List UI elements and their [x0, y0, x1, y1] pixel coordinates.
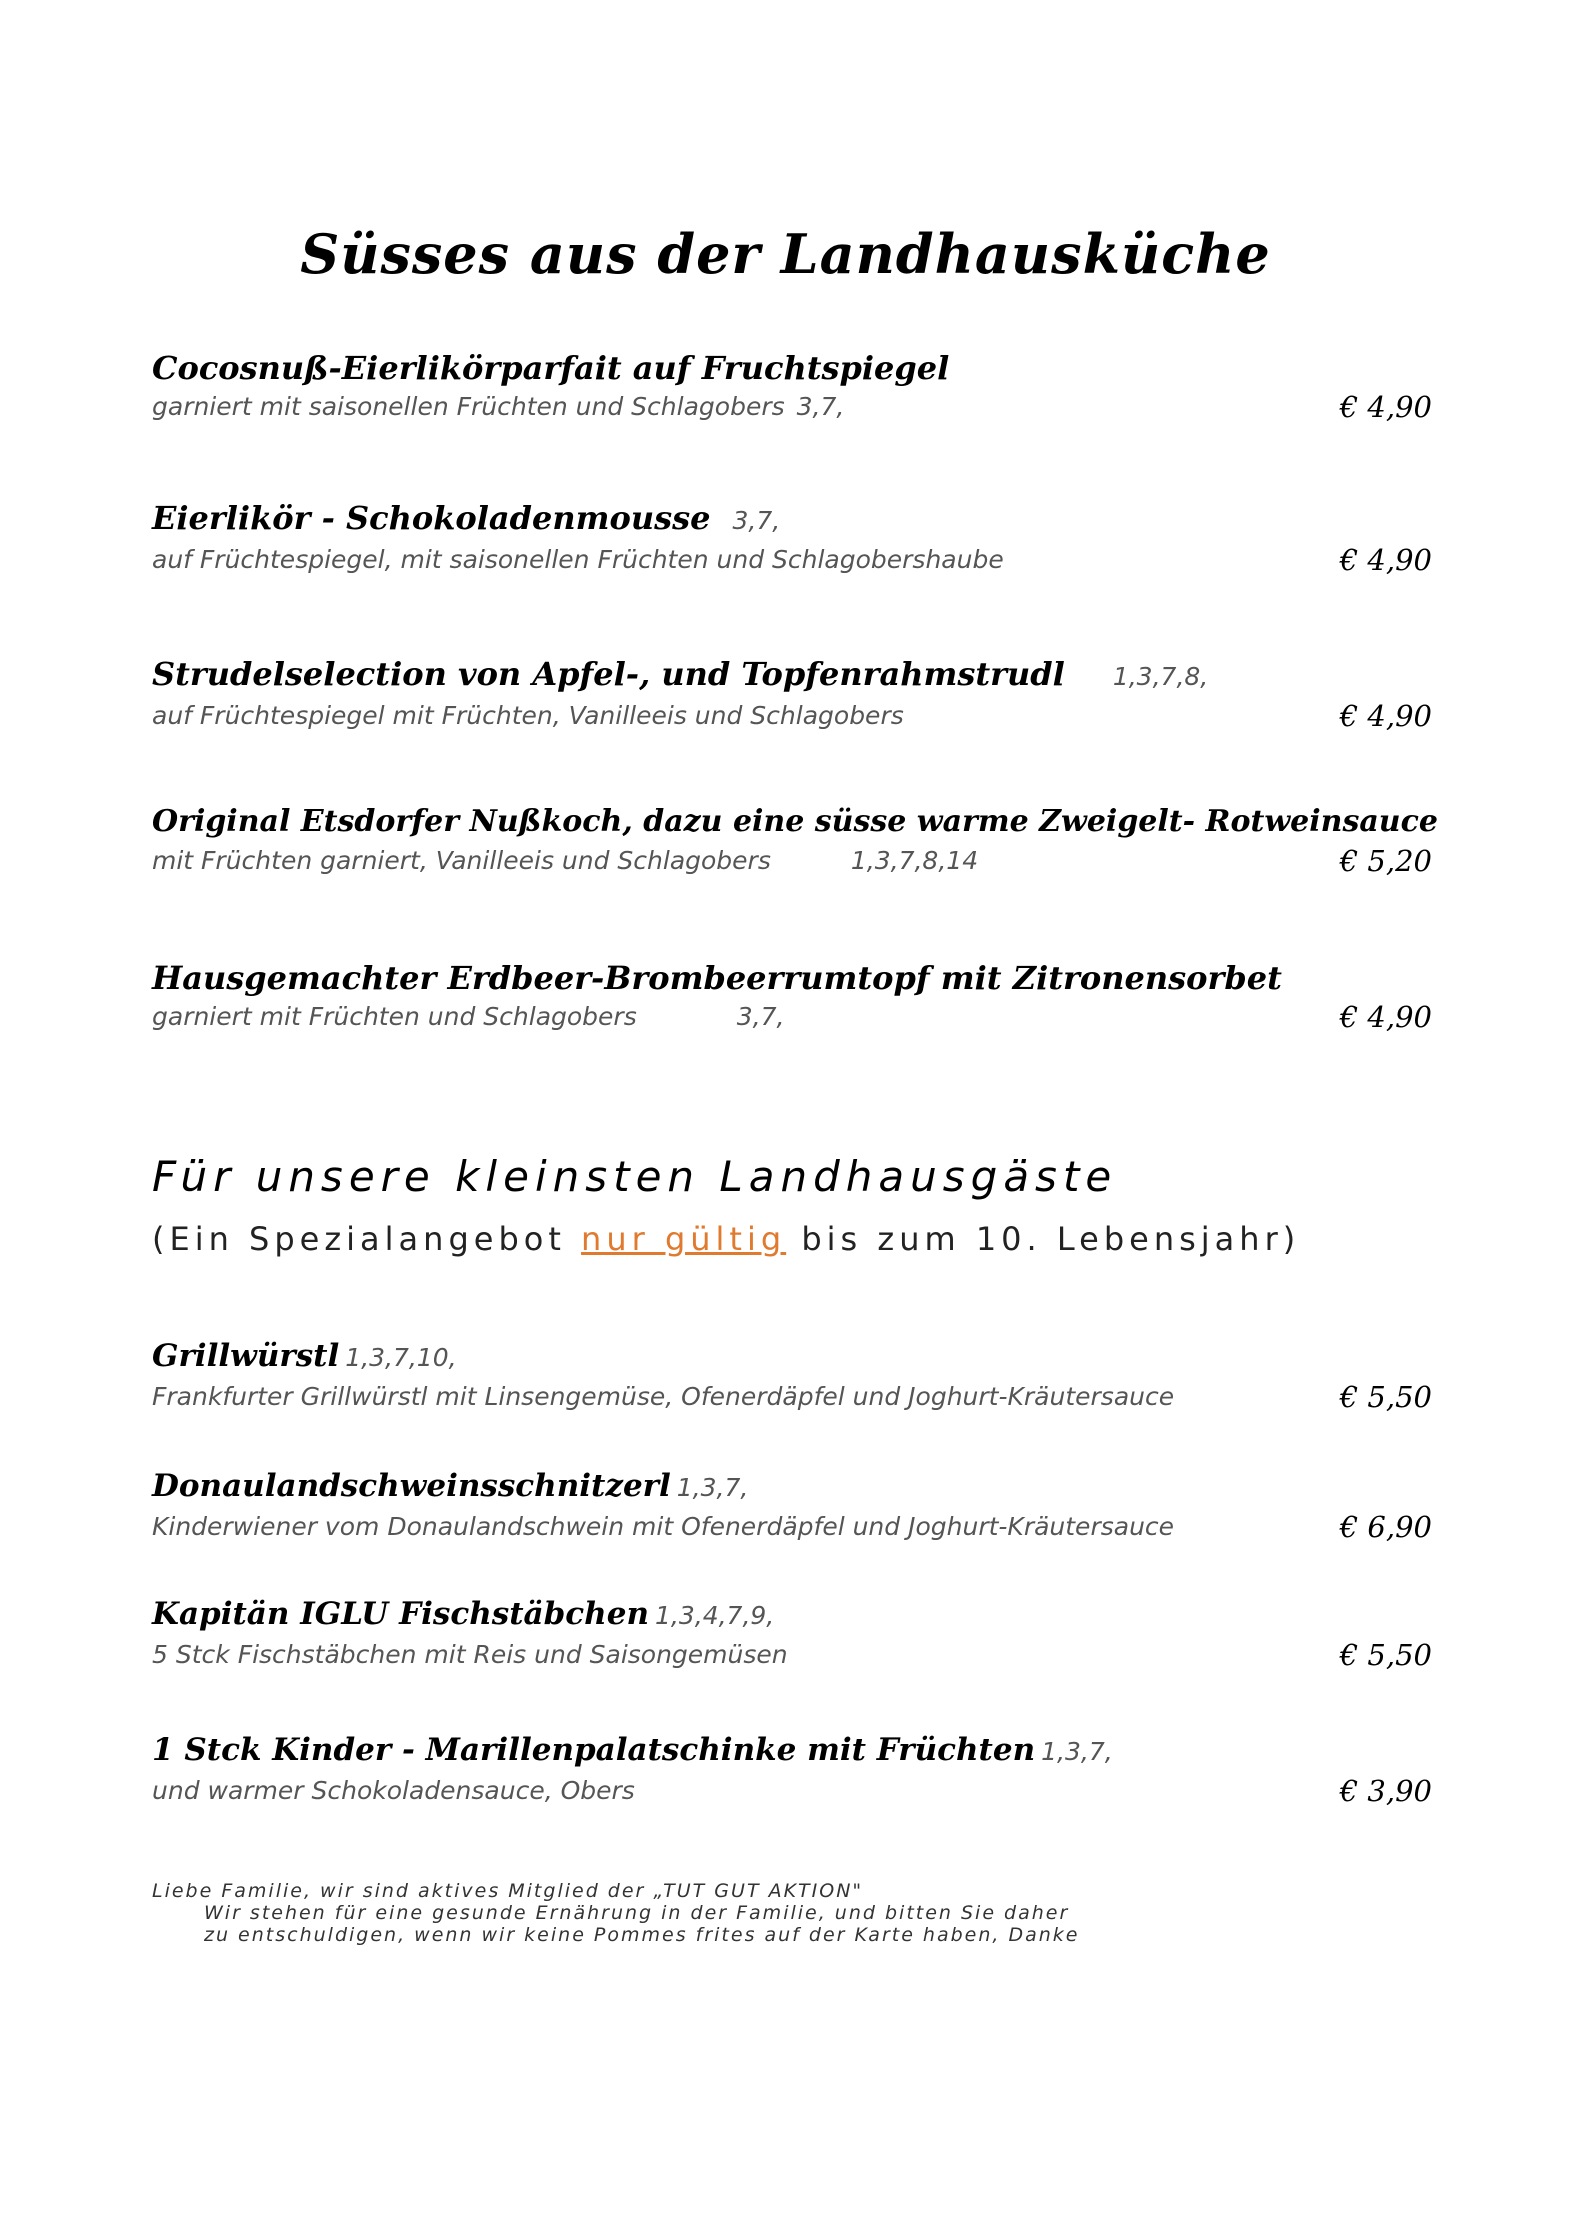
item-desc-text: Kinderwiener vom Donaulandschwein mit Ofenerdäpfel und Joghurt-Kräutersauce	[152, 1512, 1175, 1541]
item-name	[152, 958, 1432, 998]
item-allergens: 1,3,7,	[1041, 1737, 1113, 1766]
item-name	[152, 1336, 1432, 1378]
menu-item	[152, 1466, 1432, 1546]
item-desc-text: auf Früchtespiegel, mit saisonellen Früchten und Schlagobershaube	[152, 545, 1004, 574]
item-allergens: 3,7,	[736, 1002, 785, 1031]
item-desc-text: garniert mit Früchten und Schlagobers	[152, 1002, 637, 1031]
item-desc-text: 5 Stck Fischstäbchen mit Reis und Saisongemüsen	[152, 1640, 788, 1669]
item-name-text: Eierlikör - Schokoladenmousse	[152, 499, 711, 537]
item-price: € 6,90	[1339, 1510, 1432, 1544]
item-allergens: 3,7,	[796, 392, 845, 421]
item-name-text: Original Etsdorfer Nußkoch, dazu eine süsse warme Zweigelt- Rotweinsauce	[152, 804, 1438, 839]
item-allergens: 1,3,7,8,	[1112, 662, 1209, 691]
item-name	[152, 802, 1438, 842]
item-name	[152, 1730, 1432, 1772]
item-allergens: 1,3,7,10,	[345, 1343, 457, 1372]
item-description	[152, 1508, 1432, 1546]
item-description	[152, 842, 1432, 880]
item-price: € 5,50	[1339, 1380, 1432, 1414]
item-description	[152, 697, 1432, 735]
item-description	[152, 1636, 1432, 1674]
menu-item	[152, 802, 1438, 880]
menu-item	[152, 1730, 1432, 1810]
item-allergens: 1,3,7,	[676, 1473, 749, 1502]
item-name	[152, 498, 1432, 541]
menu-item	[152, 958, 1432, 1036]
item-description	[152, 541, 1432, 579]
footer-note	[152, 1880, 1412, 1946]
item-desc-text: und warmer Schokoladensauce, Obers	[152, 1776, 635, 1805]
page-title: Süsses aus der Landhausküche	[300, 222, 1271, 286]
item-name	[152, 1594, 1432, 1636]
item-name-text: Cocosnuß-Eierlikörparfait auf Fruchtspiegel	[152, 349, 950, 387]
item-allergens: 3,7,	[732, 506, 781, 535]
item-allergens: 1,3,7,8,14	[850, 846, 979, 875]
item-description	[152, 1378, 1432, 1416]
item-price: € 4,90	[1339, 390, 1432, 424]
item-price: € 3,90	[1339, 1774, 1432, 1808]
item-price: € 5,50	[1339, 1638, 1432, 1672]
item-name	[152, 348, 1432, 388]
subtitle-highlight: nur gültig	[581, 1220, 787, 1258]
menu-item	[152, 348, 1432, 426]
item-description	[152, 1772, 1432, 1810]
footer-line: Liebe Familie, wir sind aktives Mitglied der „TUT GUT AKTION"	[152, 1880, 864, 1902]
footer-line: zu entschuldigen, wenn wir keine Pommes frites auf der Karte haben, Danke	[204, 1924, 1080, 1946]
item-name-text: Strudelselection von Apfel-, und Topfenrahmstrudl	[152, 655, 1065, 693]
subtitle-text: bis zum 10. Lebensjahr)	[786, 1220, 1301, 1258]
item-name	[152, 1466, 1432, 1508]
kids-section-title: Für unsere kleinsten Landhausgäste	[152, 1152, 1118, 1201]
item-name-text: Kapitän IGLU Fischstäbchen	[152, 1596, 649, 1632]
menu-item	[152, 654, 1432, 735]
item-desc-text: auf Früchtespiegel mit Früchten, Vanilleeis und Schlagobers	[152, 701, 904, 730]
item-price: € 4,90	[1339, 699, 1432, 733]
item-name	[152, 654, 1432, 697]
item-name-text: Donaulandschweinsschnitzerl	[152, 1468, 671, 1504]
item-name-text: 1 Stck Kinder - Marillenpalatschinke mit Früchten	[152, 1732, 1036, 1768]
item-desc-text: garniert mit saisonellen Früchten und Schlagobers	[152, 392, 785, 421]
item-allergens: 1,3,4,7,9,	[654, 1601, 775, 1630]
item-price: € 4,90	[1339, 543, 1432, 577]
item-name-text: Hausgemachter Erdbeer-Brombeerrumtopf mit Zitronensorbet	[152, 959, 1282, 997]
item-name-text: Grillwürstl	[152, 1338, 340, 1374]
item-description	[152, 388, 1432, 426]
menu-item	[152, 1336, 1432, 1416]
item-price: € 4,90	[1339, 1000, 1432, 1034]
item-desc-text: mit Früchten garniert, Vanilleeis und Schlagobers	[152, 846, 771, 875]
menu-item	[152, 1594, 1432, 1674]
kids-section-subtitle	[152, 1218, 1352, 1260]
footer-line: Wir stehen für eine gesunde Ernährung in der Familie, und bitten Sie daher	[204, 1902, 1070, 1924]
menu-item	[152, 498, 1432, 579]
item-description	[152, 998, 1432, 1036]
subtitle-text: (Ein Spezialangebot	[152, 1220, 582, 1258]
item-price: € 5,20	[1339, 844, 1432, 878]
item-desc-text: Frankfurter Grillwürstl mit Linsengemüse, Ofenerdäpfel und Joghurt-Kräutersauce	[152, 1382, 1175, 1411]
